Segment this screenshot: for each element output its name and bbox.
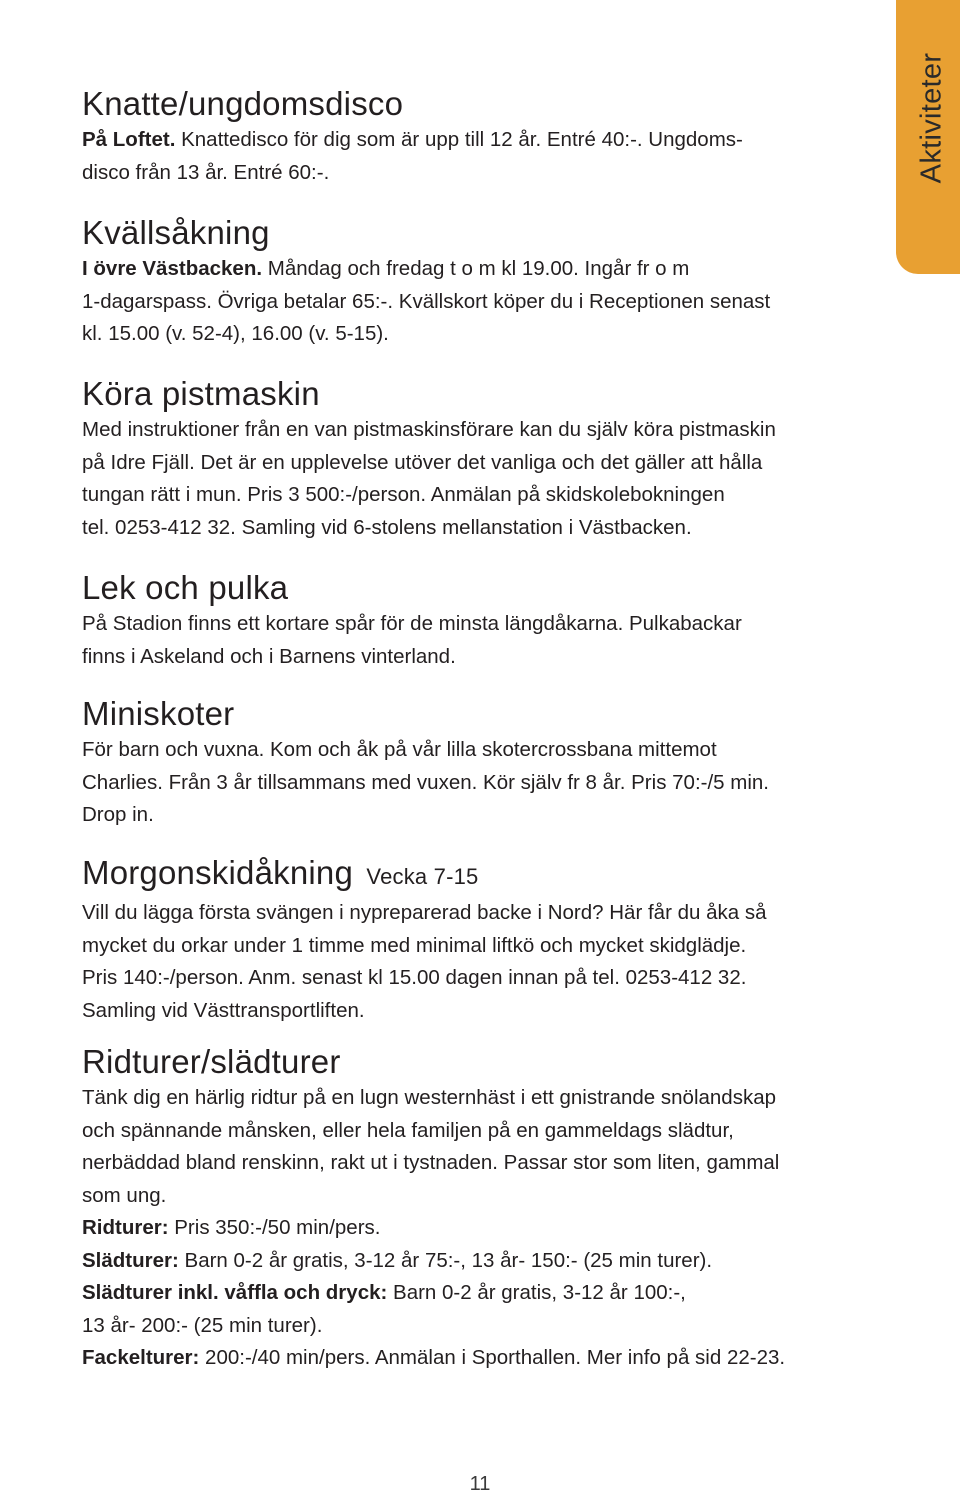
section-ridturer-sladturer (82, 1044, 785, 1375)
section-body (82, 897, 767, 1027)
section-knatte-ungdomsdisco (82, 86, 743, 189)
section-body (82, 414, 776, 544)
body-line: Pris 140:-/person. Anm. senast kl 15.00 dagen innan på tel. 0253-412 32. (82, 966, 747, 989)
body-line: finns i Askeland och i Barnens vinterland. (82, 644, 456, 668)
section-title: Ridturer/slädturer (82, 1043, 341, 1080)
section-body (82, 1082, 785, 1375)
lead-text: På Loftet. (82, 128, 176, 151)
section-title (82, 855, 767, 895)
section-title: Miniskoter (82, 695, 235, 732)
body-line: kl. 15.00 (v. 52-4), 16.00 (v. 5-15). (82, 322, 389, 345)
section-kvallsakning (82, 215, 770, 351)
body-line: 1-dagarspass. Övriga betalar 65:-. Kvällskort köper du i Receptionen senast (82, 289, 771, 313)
body-line: På Stadion finns ett kortare spår för de minsta längdåkarna. Pulkabackar (82, 612, 742, 635)
lead-text: I övre Västbacken. (82, 257, 263, 280)
section-title-text: Morgonskidåkning (82, 854, 354, 891)
section-title-suffix: Vecka 7-15 (366, 864, 479, 889)
body-line: Med instruktioner från en van pistmaskinsförare kan du själv köra pistmaskin (82, 418, 776, 441)
section-body (82, 734, 769, 832)
section-title: Knatte/ungdomsdisco (82, 85, 404, 122)
section-title: Köra pistmaskin (82, 375, 320, 412)
body-line: Vill du lägga första svängen i nypreparerad backe i Nord? Här får du åka så (82, 901, 767, 924)
price-label: Slädturer inkl. våffla och dryck: (82, 1281, 388, 1304)
body-line: på Idre Fjäll. Det är en upplevelse utöver det vanliga och det gäller att hålla (82, 450, 763, 474)
price-label: Ridturer: (82, 1216, 169, 1239)
body-line: nerbäddad bland renskinn, rakt ut i tystnaden. Passar stor som liten, gammal (82, 1151, 780, 1174)
body-line: Måndag och fredag t o m kl 19.00. Ingår fr o m (262, 257, 690, 280)
section-body (82, 124, 743, 189)
price-text: 200:-/40 min/pers. Anmälan i Sporthallen. Mer info på sid 22-23. (199, 1346, 786, 1369)
body-line: Knattedisco för dig som är upp till 12 år. Entré 40:-. Ungdoms- (175, 128, 743, 151)
section-kora-pistmaskin (82, 376, 776, 544)
body-line: Charlies. Från 3 år tillsammans med vuxen. Kör själv fr 8 år. Pris 70:-/5 min. (82, 770, 769, 794)
body-line: För barn och vuxna. Kom och åk på vår lilla skotercrossbana mittemot (82, 738, 717, 761)
price-text: 13 år- 200:- (25 min turer). (82, 1313, 323, 1337)
body-line: disco från 13 år. Entré 60:-. (82, 160, 330, 184)
page-number: 11 (469, 1473, 491, 1495)
section-body (82, 608, 742, 673)
price-text: Pris 350:-/50 min/pers. (168, 1216, 381, 1239)
price-label: Slädturer: (82, 1248, 179, 1272)
section-morgonskidakning (82, 855, 767, 1027)
price-label: Fackelturer: (82, 1346, 200, 1369)
body-line: tel. 0253-412 32. Samling vid 6-stolens mellanstation i Västbacken. (82, 515, 692, 539)
price-text: Barn 0-2 år gratis, 3-12 år 75:-, 13 år- 150:- (25 min turer). (178, 1248, 713, 1272)
section-body (82, 253, 770, 351)
section-title: Lek och pulka (82, 569, 289, 606)
body-line: tungan rätt i mun. Pris 3 500:-/person. Anmälan på skidskolebokningen (82, 483, 725, 506)
body-line: Samling vid Västtransportliften. (82, 998, 365, 1022)
section-miniskoter (82, 696, 769, 832)
body-line: mycket du orkar under 1 timme med minimal liftkö och mycket skidglädje. (82, 933, 747, 957)
body-line: som ung. (82, 1183, 167, 1207)
price-text: Barn 0-2 år gratis, 3-12 år 100:-, (387, 1281, 686, 1304)
body-line: Tänk dig en härlig ridtur på en lugn westernhäst i ett gnistrande snölandskap (82, 1086, 777, 1109)
section-tab-label: Aktiviteter (915, 52, 948, 184)
body-line: Drop in. (82, 803, 154, 826)
body-line: och spännande månsken, eller hela familjen på en gammeldags slädtur, (82, 1118, 734, 1142)
section-lek-och-pulka (82, 570, 742, 673)
section-title: Kvällsåkning (82, 214, 270, 251)
